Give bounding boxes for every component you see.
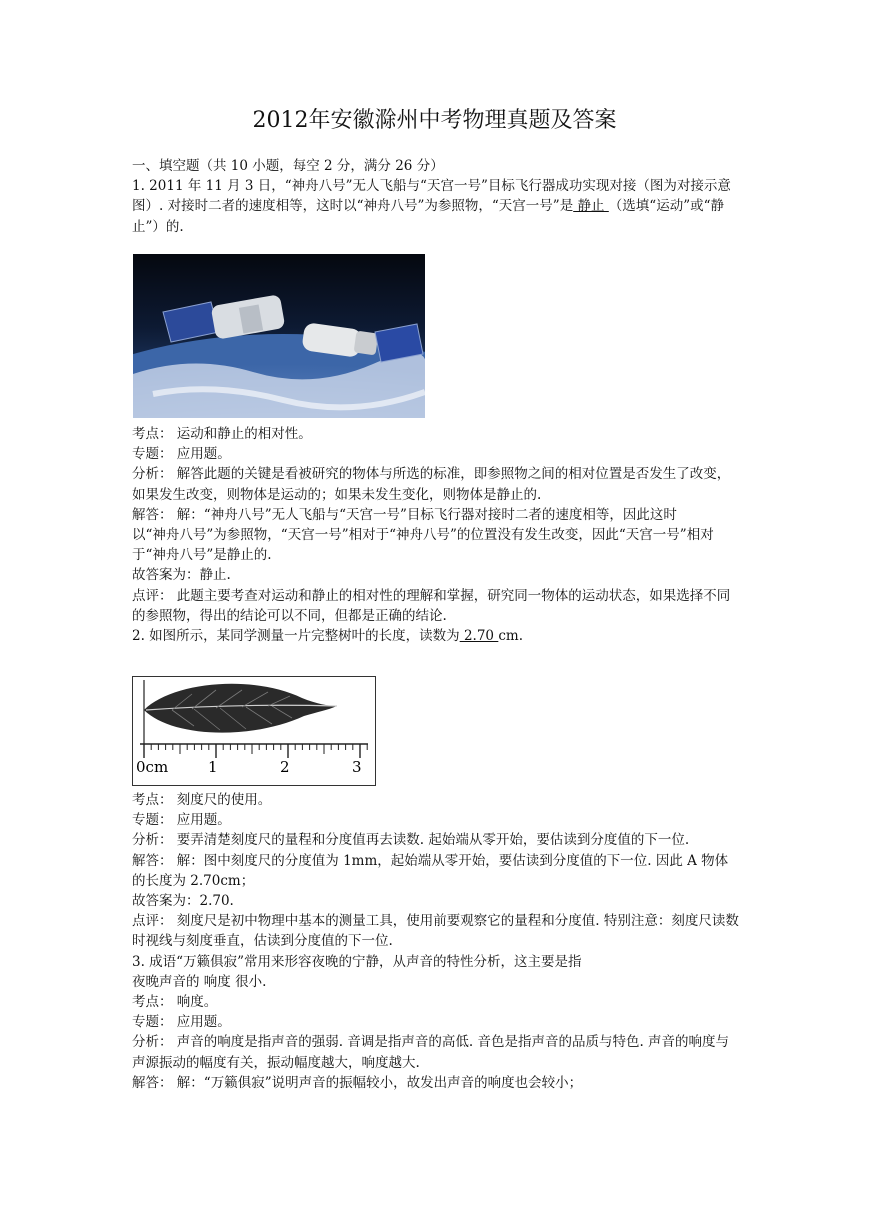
- q3-zhuanti: 专题： 应用题。: [132, 1014, 231, 1031]
- q1-answer: 静止: [573, 198, 609, 215]
- ruler-label-1: 1: [208, 758, 218, 776]
- q1-fenxi: 分析： 解答此题的关键是看被研究的物体与所选的标准，即参照物之间的相对位置是否发生了改变，如果发生改变，则物体是运动的；如果未发生变化，则物体是静止的.: [132, 466, 731, 503]
- leaf-ruler-figure: [132, 676, 376, 786]
- ruler-label-3: 3: [352, 758, 362, 776]
- q2-stem-part-b: cm.: [498, 628, 523, 645]
- docking-illustration: [133, 254, 425, 418]
- ruler-label-0: 0cm: [136, 758, 169, 776]
- q1-kaodian: 考点： 运动和静止的相对性。: [132, 426, 312, 442]
- ruler-label-2: 2: [280, 758, 290, 776]
- q2-stem-part-a: 2. 如图所示，某同学测量一片完整树叶的长度，读数为: [132, 628, 460, 645]
- docking-image: [133, 254, 425, 418]
- q1-answer-line: 故答案为：静止.: [132, 567, 231, 584]
- q3-stem-b: 夜晚声音的 响度 很小.: [132, 973, 267, 990]
- q3-jieda: 解答： 解：“万籁俱寂”说明声音的振幅较小，故发出声音的响度也会较小；: [132, 1074, 583, 1091]
- q2-fenxi: 分析： 要弄清楚刻度尺的量程和分度值再去读数. 起始端从零开始，要估读到分度值的下一位.: [132, 832, 690, 849]
- q1-dianping: 点评： 此题主要考查对运动和静止的相对性的理解和掌握，研究同一物体的运动状态，如果选择不同的参照物，得出的结论可以不同，但都是正确的结论.: [132, 587, 731, 624]
- q2-answer: 2.70: [459, 628, 499, 645]
- q2-answer-line: 故答案为：2.70.: [132, 893, 234, 910]
- q1-zhuanti: 专题： 应用题。: [132, 446, 231, 463]
- q2-kaodian: 考点： 刻度尺的使用。: [132, 792, 272, 808]
- page-title: 2012年安徽滁州中考物理真题及答案: [252, 108, 617, 133]
- q3-stem-a: 3. 成语“万籁俱寂”常用来形容夜晚的宁静，从声音的特性分析，这主要是指: [132, 953, 582, 970]
- q2-stem: [132, 626, 740, 646]
- q1-stem: [132, 176, 740, 237]
- q1-stem-part-b: （选填“运动”或“静止”）的.: [132, 198, 725, 235]
- leaf-ruler-illustration: [132, 676, 376, 786]
- q2-zhuanti: 专题： 应用题。: [132, 812, 231, 829]
- q1-stem-block: [132, 156, 740, 237]
- q1-jieda-a: 解答： 解：“神舟八号”无人飞船与“天宫一号”目标飞行器对接时二者的速度相等，因此这时: [132, 506, 677, 523]
- q2-analysis-block: [132, 790, 740, 1093]
- q3-fenxi: 分析： 声音的响度是指声音的强弱. 音调是指声音的高低. 音色是指声音的品质与特色. 声音的响度与声源振动的幅度有关，振动幅度越大，响度越大.: [132, 1034, 730, 1071]
- q2-dianping: 点评： 刻度尺是初中物理中基本的测量工具，使用前要观察它的量程和分度值. 特别注意：刻度尺读数时视线与刻度垂直，估读到分度值的下一位.: [132, 913, 739, 950]
- q2-jieda: 解答： 解：图中刻度尺的分度值为 1mm，起始端从零开始，要估读到分度值的下一位. 因此 A 物体的长度为 2.70cm；: [132, 852, 729, 889]
- q1-stem-part-a: 1. 2011 年 11 月 3 日，“神舟八号”无人飞船与“天宫一号”目标飞行器成功实现对接（图为对接示意图）. 对接时二者的速度相等，这时以“神舟八号”为参照物，“天宫一号”是: [132, 178, 731, 215]
- q1-jieda-b: 以“神舟八号”为参照物，“天宫一号”相对于“神舟八号”的位置没有发生改变，因此“天宫一号”相对于“神舟八号”是静止的.: [132, 527, 714, 564]
- q3-kaodian: 考点： 响度。: [132, 994, 218, 1011]
- q1-analysis-block: [132, 424, 740, 646]
- section-heading: 一、填空题（共 10 小题，每空 2 分，满分 26 分）: [132, 158, 444, 174]
